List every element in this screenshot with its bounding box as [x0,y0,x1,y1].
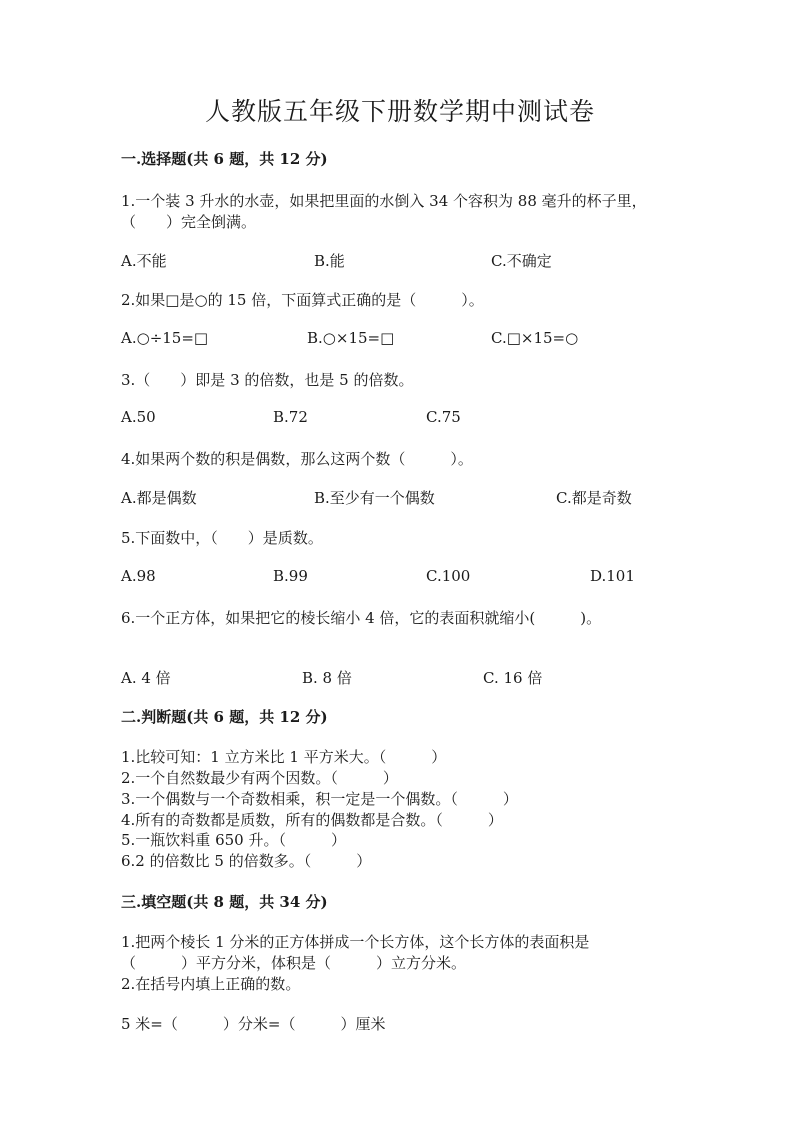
option-c[interactable]: C. 16 倍 [483,669,543,687]
judge-item: 3.一个偶数与一个奇数相乘，积一定是一个偶数。（ ） [121,790,518,808]
option-c[interactable]: C.75 [426,408,461,426]
question-text: 2.在括号内填上正确的数。 [121,975,301,993]
question-text: （ ）完全倒满。 [121,213,257,231]
option-a[interactable]: A.○÷15=□ [121,329,209,347]
question-text: 4.如果两个数的积是偶数，那么这两个数（ ）。 [121,450,473,468]
option-b[interactable]: B. 8 倍 [302,669,352,687]
judge-item: 1.比较可知：1 立方米比 1 平方米大。（ ） [121,748,447,766]
option-b[interactable]: B.至少有一个偶数 [314,489,435,507]
section-heading-choice: 一.选择题(共 6 题，共 12 分) [121,150,328,168]
option-b[interactable]: B.99 [273,567,308,585]
judge-item: 6.2 的倍数比 5 的倍数多。（ ） [121,852,372,870]
option-c[interactable]: C.100 [426,567,471,585]
option-b[interactable]: B.能 [314,252,345,270]
option-a[interactable]: A.不能 [121,252,167,270]
judge-item: 2.一个自然数最少有两个因数。（ ） [121,769,398,787]
section-heading-judge: 二.判断题(共 6 题，共 12 分) [121,708,328,726]
question-text: 5.下面数中，（ ）是质数。 [121,529,323,547]
page-title: 人教版五年级下册数学期中测试卷 [204,97,595,126]
option-c[interactable]: C.不确定 [491,252,552,270]
fill-blank-line: 5 米=（ ）分米=（ ）厘米 [121,1015,386,1033]
option-a[interactable]: A.98 [121,567,156,585]
option-a[interactable]: A. 4 倍 [121,669,171,687]
question-text: 1.一个装 3 升水的水壶，如果把里面的水倒入 34 个容积为 88 毫升的杯子里， [121,192,647,210]
question-text: 3.（ ）即是 3 的倍数，也是 5 的倍数。 [121,371,414,389]
question-text: 6.一个正方体，如果把它的棱长缩小 4 倍，它的表面积就缩小( )。 [121,609,602,627]
section-heading-fill: 三.填空题(共 8 题，共 34 分) [121,893,328,911]
option-b[interactable]: B.72 [273,408,308,426]
judge-item: 5.一瓶饮料重 650 升。（ ） [121,831,346,849]
option-c[interactable]: C.都是奇数 [556,489,632,507]
judge-item: 4.所有的奇数都是质数，所有的偶数都是合数。（ ） [121,811,503,829]
question-text: 1.把两个棱长 1 分米的正方体拼成一个长方体，这个长方体的表面积是 [121,933,590,951]
option-d[interactable]: D.101 [590,567,635,585]
question-text: （ ）平方分米，体积是（ ）立方分米。 [121,954,467,972]
question-text: 2.如果□是○的 15 倍，下面算式正确的是（ ）。 [121,291,484,309]
option-b[interactable]: B.○×15=□ [307,329,395,347]
option-a[interactable]: A.都是偶数 [121,489,197,507]
option-a[interactable]: A.50 [121,408,156,426]
option-c[interactable]: C.□×15=○ [491,329,579,347]
